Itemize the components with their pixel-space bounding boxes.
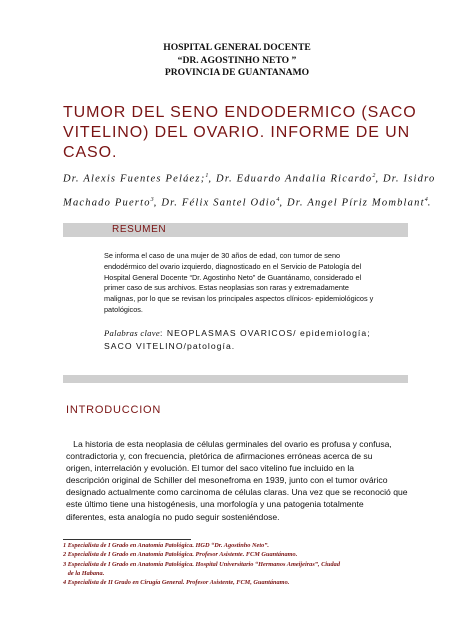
intro-line-6: este último tiene una histogénesis, una morfología y una patogenia totalmente — [66, 499, 364, 510]
footnote-3: 3 Especialista de I Grado en Anatomía Patológica. Hospital Universitario “Hermanos Ameijeiras”, Ciudad — [63, 560, 340, 568]
intro-line-7: diferentes, esta analogía no pudo seguir sosteniéndose. — [66, 511, 280, 522]
intro-line-1: La historia de esta neoplasia de células germinales del ovario es profusa y confusa, — [66, 439, 392, 449]
abstract-text — [104, 251, 409, 316]
author-list — [63, 166, 436, 213]
intro-line-2: contradictoria y, con frecuencia, pletórica de afirmaciones erróneas acerca de su — [66, 451, 373, 462]
abstract-line-5: malignas, por lo que se revisan los principales aspectos clínicos- epidemiológicos y — [104, 294, 374, 304]
intro-line-4: descripción original de Schiller del mesonefroma en 1939, junto con el tumor ovárico — [66, 475, 388, 486]
keywords-line-1 — [104, 327, 414, 340]
author-list-end: . — [427, 197, 432, 208]
author-2-affiliation: 2 — [372, 173, 376, 179]
author-1-affiliation: 1 — [205, 173, 209, 179]
author-5: , Dr. Angel Píriz Momblant — [279, 197, 425, 208]
header-line-2: “DR. AGOSTINHO NETO ” — [177, 54, 297, 66]
author-3-first: , Dr. Isidro — [375, 173, 436, 185]
header-line-3: PROVINCIA DE GUANTANAMO — [164, 67, 310, 78]
introduccion-text — [66, 438, 411, 523]
institution-header — [0, 42, 474, 80]
keywords-list-1: : NEOPLASMAS OVARICOS/ epidemiología; — [160, 328, 371, 338]
author-line-2 — [63, 190, 432, 214]
section-divider — [63, 375, 408, 383]
title-line-3: CASO. — [63, 144, 118, 161]
title-line-1: TUMOR DEL SENO ENDODERMICO (SACO — [63, 104, 417, 121]
article-title — [63, 103, 423, 163]
author-4-affiliation: 4 — [276, 196, 280, 203]
footnote-1: 1 Especialista de I Grado en Anatomía Patológica. HGD “Dr. Agostinho Neto”. — [63, 542, 269, 549]
author-5-affiliation: 4 — [424, 196, 428, 203]
introduccion-heading: INTRODUCCION — [66, 404, 162, 416]
header-line-1: HOSPITAL GENERAL DOCENTE — [163, 42, 311, 53]
intro-line-5: designado actualmente como carcinoma de células claras. Una vez que se reconoció que — [66, 487, 408, 498]
author-line-1 — [63, 166, 436, 190]
keywords-block — [104, 327, 414, 353]
resumen-heading: RESUMEN — [112, 224, 167, 235]
footnote-4: 4 Especialista de II Grado en Cirugía General. Profesor Asistente, FCM, Guantánamo. — [63, 579, 290, 587]
abstract-line-2: endodérmico del ovario izquierdo, diagnosticado en el Servicio de Patología del — [104, 261, 362, 271]
abstract-line-3: Hospital General Docente “Dr. Agostinho Neto” de Guantánamo, considerado el — [104, 272, 362, 282]
author-2: , Dr. Eduardo Andalia Ricardo — [208, 173, 373, 185]
footnote-rule — [63, 539, 191, 540]
author-3-last: Machado Puerto — [63, 197, 151, 208]
footnotes — [63, 541, 413, 587]
footnote-2: 2 Especialista de I Grado en Anatomía Patológica. Profesor Asistente. FCM Guantánamo. — [63, 551, 298, 559]
footnote-3-cont: de la Habana. — [63, 569, 105, 577]
title-line-2: VITELINO) DEL OVARIO. INFORME DE UN — [63, 124, 411, 141]
intro-line-3: origen, interrelación y evolución. El tumor del saco vitelino fue incluido en la — [66, 463, 355, 474]
author-3-affiliation: 3 — [150, 196, 154, 203]
author-4: , Dr. Félix Santel Odio — [153, 197, 277, 208]
keywords-label: Palabras clave — [104, 328, 160, 338]
abstract-line-4: primer caso de sus archivos. Estas neoplasias son raras y extremadamente — [104, 283, 349, 293]
abstract-line-1: Se informa el caso de una mujer de 30 años de edad, con tumor de seno — [104, 251, 341, 260]
abstract-line-6: patológicos. — [104, 304, 143, 314]
author-1: Dr. Alexis Fuentes Peláez; — [63, 173, 206, 185]
keywords-list-2: SACO VITELINO/patología. — [104, 341, 236, 351]
